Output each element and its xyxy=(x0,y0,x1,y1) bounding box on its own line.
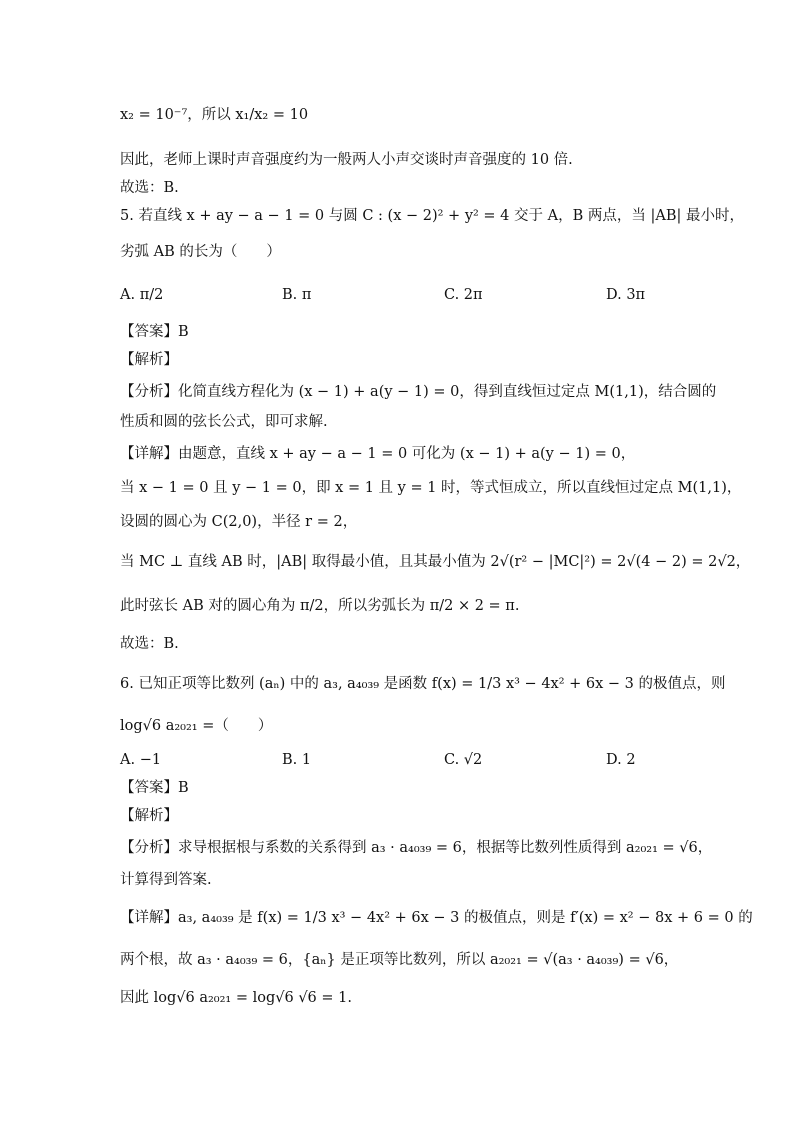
text-line-l20: 【答案】B xyxy=(120,780,189,796)
text-line-l8: 【解析】 xyxy=(120,352,178,368)
text-line-l7: 【答案】B xyxy=(120,324,189,340)
q5-option-q5c: C. 2π xyxy=(444,287,483,303)
text-line-l26: 因此 log√6 a₂₀₂₁ = log√6 √6 = 1. xyxy=(120,990,352,1006)
text-line-l12: 当 x − 1 = 0 且 y − 1 = 0，即 x = 1 且 y = 1 时，等式恒成立，所以直线恒过定点 M(1,1)， xyxy=(120,480,742,496)
q5-option-q5b: B. π xyxy=(282,287,312,303)
text-line-l22: 【分析】求导根据根与系数的关系得到 a₃ · a₄₀₃₉ = 6，根据等比数列性质得到 a₂₀₂₁ = √6， xyxy=(120,840,713,856)
q6-option-q6d: D. 2 xyxy=(606,752,636,768)
q6-option-q6b: B. 1 xyxy=(282,752,312,768)
text-line-l2: 因此，老师上课时声音强度约为一般两人小声交谈时声音强度的 10 倍. xyxy=(120,152,573,168)
text-line-l23: 计算得到答案. xyxy=(120,872,212,888)
q6-option-q6a: A. −1 xyxy=(120,752,162,768)
text-line-l10: 性质和圆的弦长公式，即可求解. xyxy=(120,414,328,430)
q5-option-q5a: A. π/2 xyxy=(120,287,164,303)
text-line-l24: 【详解】a₃, a₄₀₃₉ 是 f(x) = 1/3 x³ − 4x² + 6x − 3 的极值点，则是 f′(x) = x² − 8x + 6 = 0 的 xyxy=(120,910,753,926)
q5-option-q5d: D. 3π xyxy=(606,287,646,303)
text-line-l1: x₂ = 10⁻⁷，所以 x₁/x₂ = 10 xyxy=(120,107,309,123)
text-line-l4: 5. 若直线 x + ay − a − 1 = 0 与圆 C : (x − 2)² + y² = 4 交于 A，B 两点，当 |AB| 最小时， xyxy=(120,208,744,224)
text-line-l15: 此时弦长 AB 对的圆心角为 π/2，所以劣弧长为 π/2 × 2 = π. xyxy=(120,598,520,614)
text-line-l11: 【详解】由题意，直线 x + ay − a − 1 = 0 可化为 (x − 1) + a(y − 1) = 0， xyxy=(120,446,636,462)
q6-option-q6c: C. √2 xyxy=(444,752,483,768)
text-line-l21: 【解析】 xyxy=(120,808,178,824)
text-line-l5: 劣弧 AB 的长为（ ） xyxy=(120,244,281,260)
text-line-l16: 故选：B. xyxy=(120,636,179,652)
text-line-l25: 两个根，故 a₃ · a₄₀₃₉ = 6，{aₙ} 是正项等比数列，所以 a₂₀₂₁ = √(a₃ · a₄₀₃₉) = √6， xyxy=(120,952,679,968)
text-line-l17: 6. 已知正项等比数列 (aₙ) 中的 a₃, a₄₀₃₉ 是函数 f(x) = 1/3 x³ − 4x² + 6x − 3 的极值点，则 xyxy=(120,676,726,692)
text-line-l13: 设圆的圆心为 C(2,0)，半径 r = 2， xyxy=(120,514,358,530)
text-line-l18: log√6 a₂₀₂₁ =（ ） xyxy=(120,718,273,734)
text-line-l3: 故选：B. xyxy=(120,180,179,196)
text-line-l9: 【分析】化简直线方程化为 (x − 1) + a(y − 1) = 0，得到直线恒过定点 M(1,1)，结合圆的 xyxy=(120,384,717,400)
text-line-l14: 当 MC ⊥ 直线 AB 时，|AB| 取得最小值，且其最小值为 2√(r² − |MC|²) = 2√(4 − 2) = 2√2， xyxy=(120,554,751,570)
